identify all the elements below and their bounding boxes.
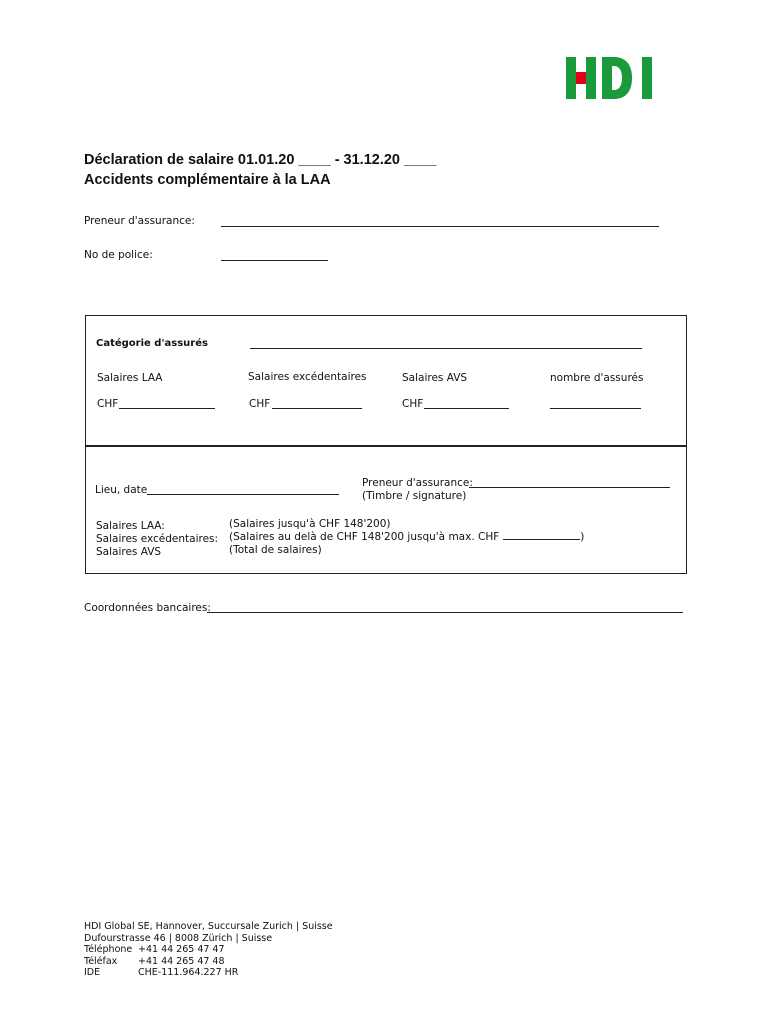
preneur-sign-field[interactable] (469, 487, 670, 488)
legend-laa-desc: (Salaires jusqu'à CHF 148'200) (229, 518, 391, 530)
max-chf-field[interactable] (503, 539, 580, 540)
declaration-title: Déclaration de salaire 01.01.20 ____ - 31.12.20 ____ (84, 152, 437, 168)
legend-avs: Salaires AVS (96, 546, 162, 558)
preneur-field[interactable] (221, 226, 659, 227)
chf-excedentaires-label: CHF (249, 398, 271, 410)
col-nombre-assures: nombre d'assurés (550, 372, 644, 384)
hdi-logo (566, 57, 666, 99)
preneur-sign-label: Preneur d'assurance: (362, 477, 473, 489)
lieu-date-label: Lieu, date (95, 484, 148, 496)
legend-avs-desc: (Total de salaires) (229, 544, 322, 556)
bank-field[interactable] (207, 612, 683, 613)
police-field[interactable] (221, 260, 328, 261)
chf-avs-label: CHF (402, 398, 424, 410)
nombre-assures-field[interactable] (550, 408, 641, 409)
legend-right (229, 518, 584, 557)
col-salaires-laa: Salaires LAA (97, 372, 163, 384)
legend-excedentaires-desc: (Salaires au delà de CHF 148'200 jusqu'à max. CHF ) (229, 531, 585, 543)
chf-avs-field[interactable] (424, 408, 509, 409)
col-salaires-avs: Salaires AVS (402, 372, 468, 384)
lieu-date-field[interactable] (147, 494, 339, 495)
police-label: No de police: (84, 249, 153, 261)
footer-company: HDI Global SE, Hannover, Succursale Zurich | Suisse (84, 921, 333, 932)
category-label: Catégorie d'assurés (96, 338, 208, 349)
chf-laa-field[interactable] (119, 408, 215, 409)
chf-laa-label: CHF (97, 398, 119, 410)
footer-ide: IDE CHE-111.964.227 HR (84, 967, 239, 978)
category-field[interactable] (250, 348, 642, 349)
footer-phone: Téléphone +41 44 265 47 47 (84, 944, 225, 955)
footer-fax: Téléfax +41 44 265 47 48 (84, 955, 225, 967)
footer-address: Dufourstrasse 46 | 8008 Zürich | Suisse (84, 932, 273, 944)
footer (84, 921, 333, 979)
preneur-label: Preneur d'assurance: (84, 215, 195, 227)
legend-left (96, 520, 218, 559)
legend-excedentaires: Salaires excédentaires: (96, 533, 219, 545)
chf-excedentaires-field[interactable] (272, 408, 362, 409)
timbre-label: (Timbre / signature) (362, 490, 467, 502)
bank-label: Coordonnées bancaires: (84, 602, 211, 614)
col-salaires-excedentaires: Salaires excédentaires (248, 371, 367, 383)
legend-laa: Salaires LAA: (96, 520, 165, 532)
declaration-subtitle: Accidents complémentaire à la LAA (84, 172, 331, 188)
